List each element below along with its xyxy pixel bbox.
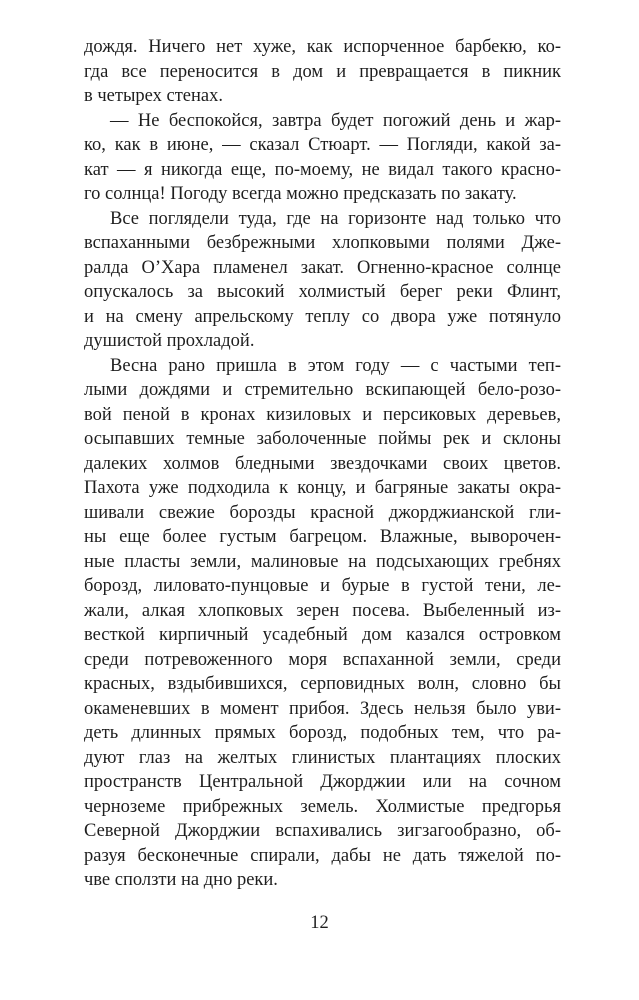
text-line: в четырех стенах. (84, 86, 223, 106)
text-line: весткой кирпичный усадебный дом казался островком (84, 625, 561, 645)
text-line: борозд, лиловато-пунцовые и бурые в густой тени, ле- (84, 576, 561, 596)
text-line: окаменевших в момент прибоя. Здесь нельзя было уви- (84, 698, 561, 719)
text-line: ные пласты земли, малиновые на подсыхающих гребнях (84, 551, 561, 572)
text-line: Пахота уже подходила к концу, и багряные закаты окра- (84, 478, 561, 498)
text-line: среди потревоженного моря вспаханной земли, среди (84, 649, 561, 670)
text-line: дождя. Ничего нет хуже, как испорченное барбекю, ко- (84, 37, 561, 57)
text-line: чве сползти на дно реки. (84, 870, 278, 890)
text-line: ны еще более густым багрецом. Влажные, выворочен- (84, 527, 561, 547)
text-line: лыми дождями и стремительно вскипающей бело-розо- (84, 380, 561, 400)
text-line: ко, как в июне, — сказал Стюарт. — Погляди, какой за- (84, 135, 561, 155)
text-line: жали, алкая хлопковых зерен посева. Выбеленный из- (84, 600, 561, 621)
text-line: ралда О’Хара пламенел закат. Огненно-красное солнце (84, 257, 561, 278)
text-line: кат — я никогда еще, по-моему, не видал такого красно- (84, 159, 561, 180)
text-line: вой пеной в кронах кизиловых и персиковых деревьев, (84, 404, 561, 425)
page-number: 12 (310, 913, 329, 933)
text-line: деть длинных прямых борозд, подобных тем, что ра- (84, 723, 561, 743)
text-line: осыпавших темные заболоченные поймы рек и склоны (84, 429, 561, 449)
text-line: шивали свежие борозды красной джорджианской гли- (84, 502, 561, 523)
text-line: Весна рано пришла в этом году — с частыми теп- (110, 355, 561, 376)
text-line: го солнца! Погоду всегда можно предсказать по закату. (84, 184, 517, 204)
text-line: далеких холмов бледными звездочками своих цветов. (84, 453, 561, 474)
page-body-text (84, 35, 561, 893)
text-line: черноземе прибрежных земель. Холмистые предгорья (84, 796, 561, 817)
text-line: гда все переносится в дом и превращается в пикник (84, 61, 561, 82)
text-line: Все поглядели туда, где на горизонте над только что (110, 208, 561, 229)
text-line: вспаханными безбрежными хлопковыми полями Дже- (84, 233, 561, 253)
text-line: красных, вздыбившихся, серповидных волн, словно бы (84, 674, 561, 694)
text-line: — Не беспокойся, завтра будет погожий день и жар- (110, 110, 561, 131)
text-line: опускалось за высокий холмистый берег реки Флинт, (84, 282, 561, 302)
text-line: пространств Центральной Джорджии или на сочном (84, 772, 561, 792)
text-line: и на смену апрельскому теплу со двора уже потянуло (84, 306, 561, 327)
text-line: разуя бесконечные спирали, дабы не дать тяжелой по- (84, 845, 561, 866)
text-line: Северной Джорджии вспахивались зигзагообразно, об- (84, 821, 561, 841)
text-line: дуют глаз на желтых глинистых плантациях плоских (84, 747, 561, 768)
text-line: душистой прохладой. (84, 331, 255, 351)
